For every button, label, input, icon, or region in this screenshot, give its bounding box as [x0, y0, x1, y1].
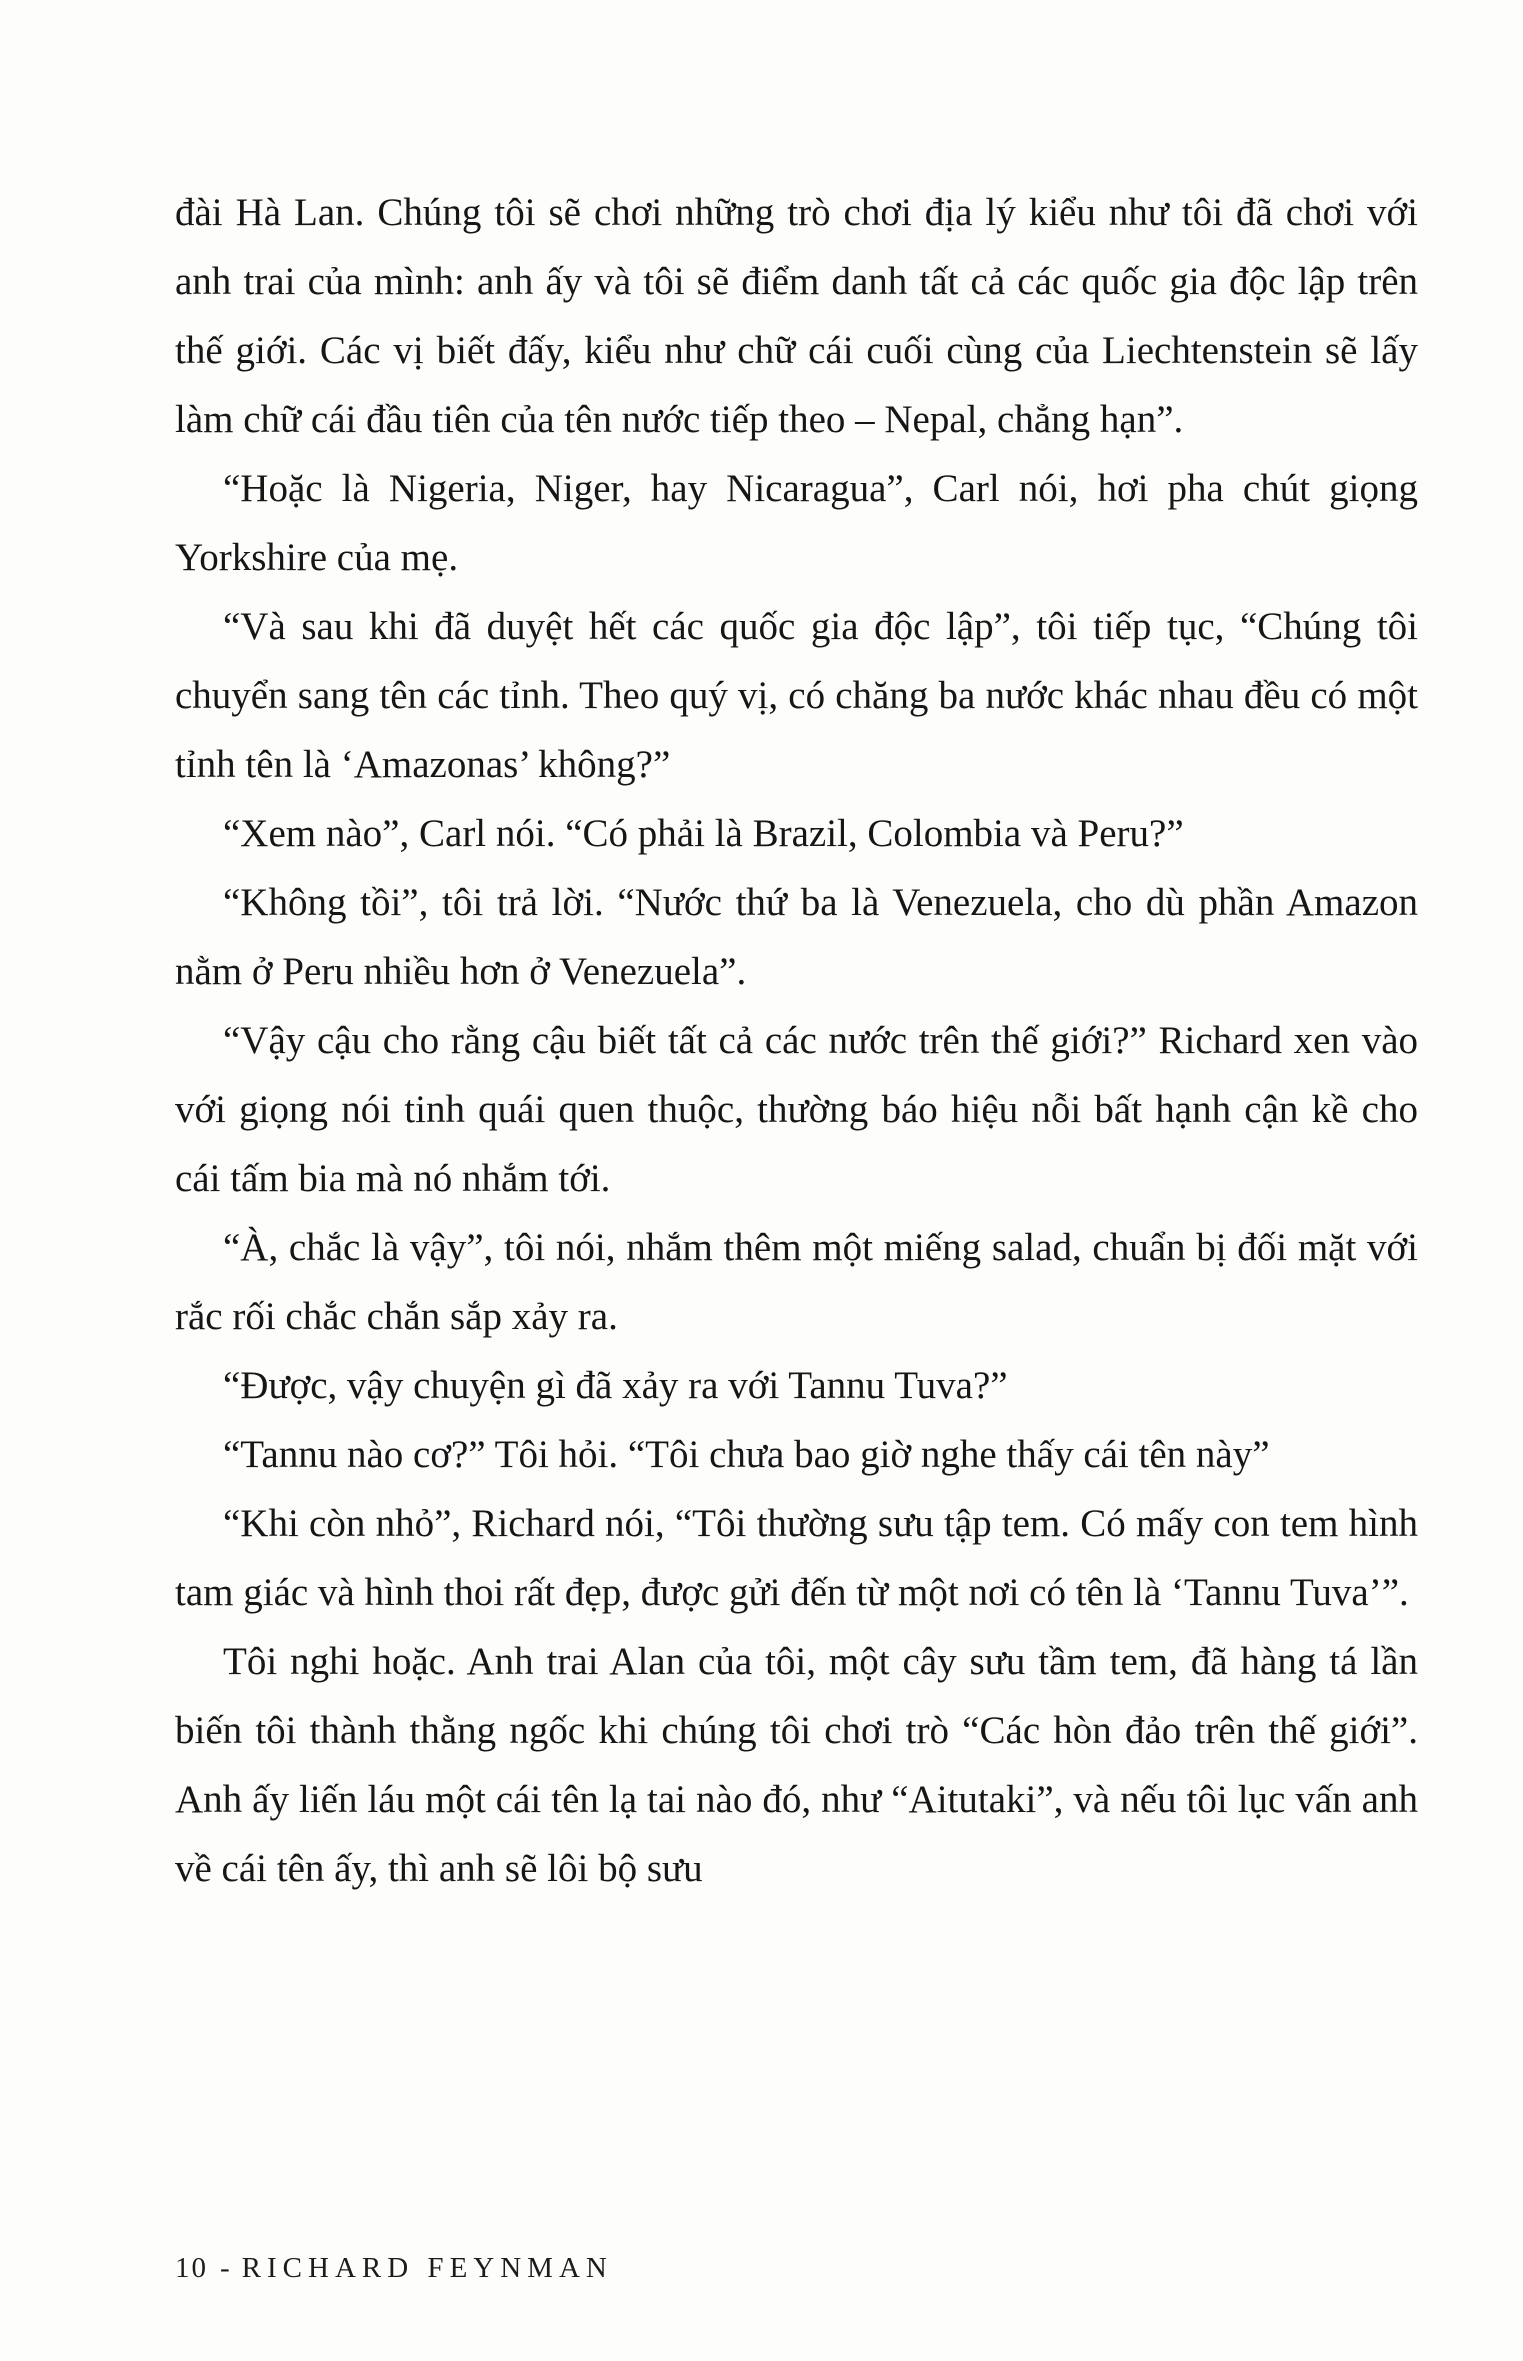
paragraph: “Tannu nào cơ?” Tôi hỏi. “Tôi chưa bao giờ nghe thấy cái tên này”	[223, 1433, 1270, 1476]
paragraph: “Và sau khi đã duyệt hết các quốc gia độc lập”, tôi tiếp tục, “Chúng tôi chuyển sang tên các tỉnh. Theo quý vị, có chăng ba nước khác nhau đều có một tỉnh tên là ‘Amazonas’ không?”	[175, 605, 1418, 786]
body-text	[175, 178, 1418, 1903]
running-title: RICHARD FEYNMAN	[241, 2252, 613, 2284]
paragraph: Tôi nghi hoặc. Anh trai Alan của tôi, một cây sưu tầm tem, đã hàng tá lần biến tôi thành thằng ngốc khi chúng tôi chơi trò “Các hòn đảo trên thế giới”. Anh ấy liến láu một cái tên lạ tai nào đó, như “Aitutaki”, và nếu tôi lục vấn anh về cái tên ấy, thì anh sẽ lôi bộ sưu	[175, 1640, 1418, 1890]
page-number: 10	[175, 2252, 208, 2284]
footer-separator: -	[220, 2252, 230, 2284]
paragraph: “Hoặc là Nigeria, Niger, hay Nicaragua”, Carl nói, hơi pha chút giọng Yorkshire của mẹ.	[175, 467, 1418, 579]
paragraph: đài Hà Lan. Chúng tôi sẽ chơi những trò chơi địa lý kiểu như tôi đã chơi với anh trai của mình: anh ấy và tôi sẽ điểm danh tất cả các quốc gia độc lập trên thế giới. Các vị biết đấy, kiểu như chữ cái cuối cùng của Liechtenstein sẽ lấy làm chữ cái đầu tiên của tên nước tiếp theo – Nepal, chẳng hạn”.	[175, 191, 1418, 441]
paragraph: “Được, vậy chuyện gì đã xảy ra với Tannu Tuva?”	[223, 1364, 1008, 1407]
paragraph: “Khi còn nhỏ”, Richard nói, “Tôi thường sưu tập tem. Có mấy con tem hình tam giác và hình thoi rất đẹp, được gửi đến từ một nơi có tên là ‘Tannu Tuva’”.	[175, 1502, 1418, 1614]
paragraph: “À, chắc là vậy”, tôi nói, nhắm thêm một miếng salad, chuẩn bị đối mặt với rắc rối chắc chắn sắp xảy ra.	[175, 1226, 1418, 1338]
paragraph: “Xem nào”, Carl nói. “Có phải là Brazil, Colombia và Peru?”	[223, 812, 1184, 855]
page-footer	[175, 2252, 613, 2285]
paragraph: “Vậy cậu cho rằng cậu biết tất cả các nước trên thế giới?” Richard xen vào với giọng nói tinh quái quen thuộc, thường báo hiệu nỗi bất hạnh cận kề cho cái tấm bia mà nó nhắm tới.	[175, 1019, 1418, 1200]
paragraph: “Không tồi”, tôi trả lời. “Nước thứ ba là Venezuela, cho dù phần Amazon nằm ở Peru nhiều hơn ở Venezuela”.	[175, 881, 1418, 993]
